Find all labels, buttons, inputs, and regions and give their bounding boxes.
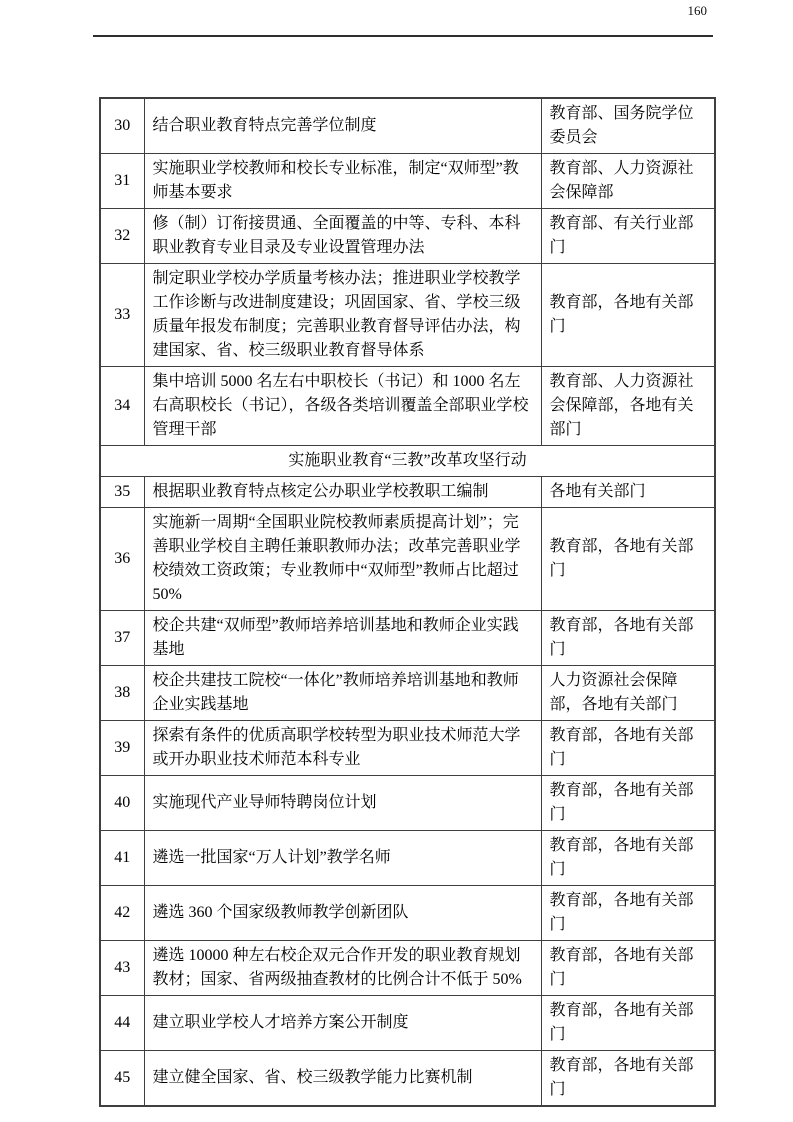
page-number: 160 [687,3,707,18]
task-cell: 校企共建技工院校“一体化”教师培养培训基地和教师企业实践基地 [144,666,541,721]
department-cell: 教育部，各地有关部门 [541,941,715,996]
task-cell: 集中培训 5000 名左右中职校长（书记）和 1000 名左右高职校长（书记），各级各类培训覆盖全部职业学校管理干部 [144,367,541,446]
table-row [100,264,715,367]
row-number: 30 [100,98,144,154]
table-row [100,831,715,886]
task-cell: 实施职业学校教师和校长专业标准，制定“双师型”教师基本要求 [144,154,541,209]
department-cell: 教育部，各地有关部门 [541,508,715,611]
task-cell: 探索有条件的优质高职学校转型为职业技术师范大学或开办职业技术师范本科专业 [144,721,541,776]
department-cell: 各地有关部门 [541,477,715,508]
row-number: 40 [100,776,144,831]
task-cell: 修（制）订衔接贯通、全面覆盖的中等、专科、本科职业教育专业目录及专业设置管理办法 [144,209,541,264]
task-cell: 结合职业教育特点完善学位制度 [144,98,541,154]
table-row [100,611,715,666]
table-row [100,996,715,1051]
task-cell: 遴选 10000 种左右校企双元合作开发的职业教育规划教材；国家、省两级抽查教材的比例合计不低于 50% [144,941,541,996]
department-cell: 教育部，各地有关部门 [541,721,715,776]
department-cell: 教育部、人力资源社会保障部 [541,154,715,209]
department-cell: 教育部，各地有关部门 [541,776,715,831]
table-row [100,941,715,996]
table-row [100,98,715,154]
department-cell: 教育部、有关行业部门 [541,209,715,264]
task-cell: 根据职业教育特点核定公办职业学校教职工编制 [144,477,541,508]
table-row [100,886,715,941]
department-cell: 教育部、国务院学位委员会 [541,98,715,154]
header-rule [93,35,713,37]
row-number: 38 [100,666,144,721]
department-cell: 教育部，各地有关部门 [541,996,715,1051]
row-number: 34 [100,367,144,446]
row-number: 45 [100,1051,144,1107]
department-cell: 教育部、人力资源社会保障部，各地有关部门 [541,367,715,446]
department-cell: 人力资源社会保障部，各地有关部门 [541,666,715,721]
department-cell: 教育部，各地有关部门 [541,264,715,367]
table-row [100,1051,715,1107]
table-row [100,209,715,264]
row-number: 41 [100,831,144,886]
row-number: 43 [100,941,144,996]
department-cell: 教育部，各地有关部门 [541,1051,715,1107]
task-cell: 制定职业学校办学质量考核办法；推进职业学校教学工作诊断与改进制度建设；巩固国家、省、学校三级质量年报发布制度；完善职业教育督导评估办法，构建国家、省、校三级职业教育督导体系 [144,264,541,367]
task-cell: 校企共建“双师型”教师培养培训基地和教师企业实践基地 [144,611,541,666]
row-number: 32 [100,209,144,264]
table-row [100,721,715,776]
table-row [100,367,715,446]
department-cell: 教育部，各地有关部门 [541,611,715,666]
task-cell: 实施现代产业导师特聘岗位计划 [144,776,541,831]
row-number: 31 [100,154,144,209]
table-row [100,666,715,721]
row-number: 37 [100,611,144,666]
table-row [100,776,715,831]
table-row [100,154,715,209]
task-cell: 建立职业学校人才培养方案公开制度 [144,996,541,1051]
task-cell: 实施新一周期“全国职业院校教师素质提高计划”；完善职业学校自主聘任兼职教师办法；改革完善职业学校绩效工资政策；专业教师中“双师型”教师占比超过 50% [144,508,541,611]
task-cell: 遴选 360 个国家级教师教学创新团队 [144,886,541,941]
row-number: 42 [100,886,144,941]
task-cell: 建立健全国家、省、校三级教学能力比赛机制 [144,1051,541,1107]
table-row [100,477,715,508]
department-cell: 教育部，各地有关部门 [541,831,715,886]
table-row [100,508,715,611]
row-number: 33 [100,264,144,367]
row-number: 39 [100,721,144,776]
row-number: 44 [100,996,144,1051]
task-cell: 遴选一批国家“万人计划”教学名师 [144,831,541,886]
department-cell: 教育部，各地有关部门 [541,886,715,941]
action-items-table [99,97,716,1107]
row-number: 35 [100,477,144,508]
section-title: 实施职业教育“三教”改革攻坚行动 [100,446,715,477]
section-header-row [100,446,715,477]
row-number: 36 [100,508,144,611]
